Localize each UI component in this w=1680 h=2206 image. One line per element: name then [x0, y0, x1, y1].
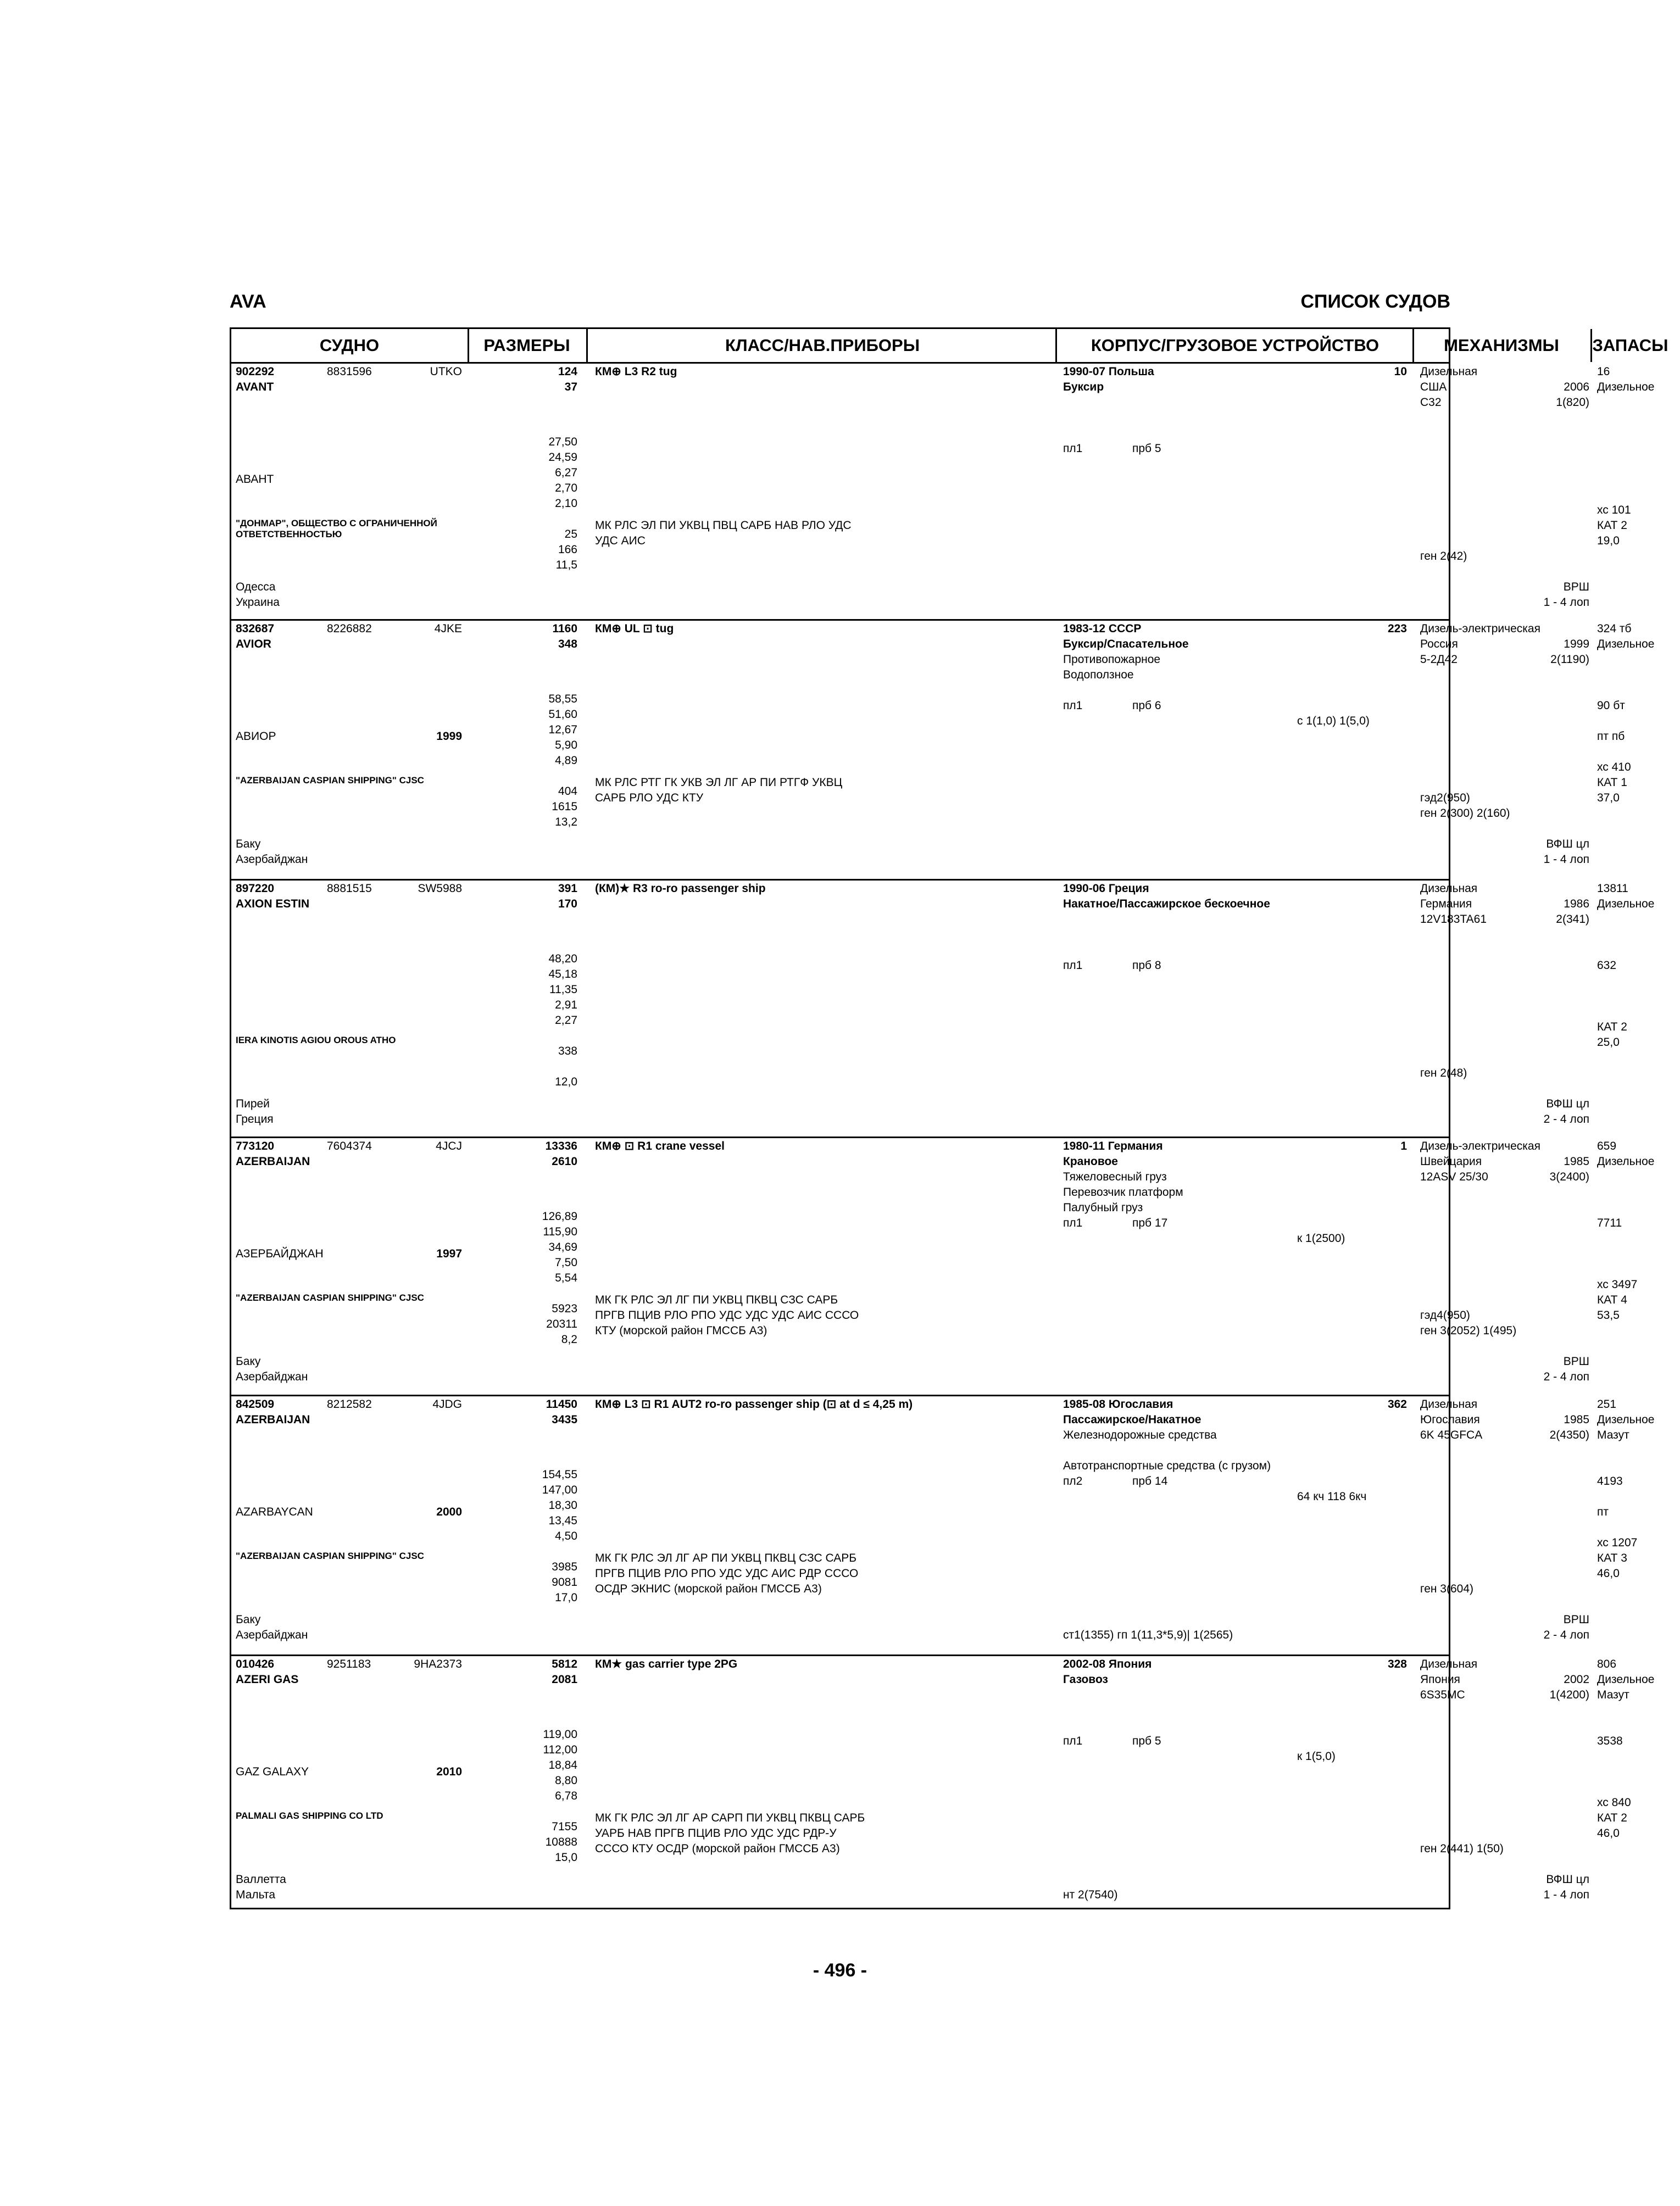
hull-type: Буксир/Спасательное [1063, 638, 1189, 650]
dimension-value: 5,90 [555, 739, 577, 751]
reg-number: 010426 [236, 1658, 275, 1670]
call-sign: SW5988 [418, 882, 462, 895]
propeller-info: ВФШ цл [1546, 1098, 1589, 1110]
page-number: - 496 - [813, 1960, 867, 1981]
col-header-dimensions: РАЗМЕРЫ [483, 336, 570, 355]
engine-year: 2002 [1564, 1673, 1589, 1686]
dimension-value: 4,50 [555, 1530, 577, 1542]
supply-volume: 3538 [1597, 1735, 1623, 1747]
dimension-value: 45,18 [548, 968, 577, 981]
engine-year: 1985 [1564, 1413, 1589, 1426]
engine-info: 5-2Д42 [1420, 653, 1458, 666]
hull-build: 1983-12 СССР [1063, 622, 1142, 635]
net-tonnage: 170 [558, 898, 577, 910]
capacity-value: 20311 [546, 1318, 577, 1330]
supply-info: Дизельное [1597, 1155, 1655, 1168]
dimension-value: 147,00 [542, 1484, 577, 1496]
engine-info: 12V183TA61 [1420, 913, 1487, 926]
dimension-value: 12,67 [548, 723, 577, 736]
class-notation: КМ★ gas carrier type 2PG [595, 1658, 738, 1670]
propeller-info: ВРШ [1563, 1355, 1589, 1368]
dimension-value: 6,78 [555, 1790, 577, 1802]
dimension-value: 2,27 [555, 1014, 577, 1027]
dimension-value: 126,89 [542, 1210, 577, 1223]
hull-type: Палубный груз [1063, 1201, 1143, 1214]
engine-info: 12ASV 25/30 [1420, 1171, 1488, 1183]
net-tonnage: 2081 [552, 1673, 577, 1686]
deck-info: пл1 [1063, 699, 1083, 712]
supply-info: 659 [1597, 1140, 1617, 1152]
class-notation: КМ⊕ ⊡ R1 crane vessel [595, 1140, 725, 1152]
generator-info: ген 2(42) [1420, 550, 1467, 562]
engine-info: Россия [1420, 638, 1458, 650]
record-divider [231, 1137, 1449, 1138]
generator-info: ген 3(604) [1420, 1583, 1474, 1595]
deck-info: пл1 [1063, 1735, 1083, 1747]
dimension-value: 2,91 [555, 999, 577, 1011]
propeller-blades: 2 - 4 лоп [1543, 1629, 1589, 1641]
generator-el: гэд2(950) [1420, 792, 1470, 804]
call-sign: 4JKE [434, 622, 462, 635]
engine-info: Дизельная [1420, 882, 1478, 895]
dimension-value: 112,00 [543, 1743, 577, 1756]
engine-info: Дизель-электрическая [1420, 622, 1540, 635]
engine-info: Германия [1420, 898, 1472, 910]
vessel-name: AZERBAIJAN [236, 1155, 310, 1168]
reg-number: 832687 [236, 622, 275, 635]
deck-info-2: прб 5 [1132, 442, 1161, 455]
supply-info: 16 [1597, 365, 1610, 378]
supply-type: пт пб [1597, 730, 1625, 743]
header-right: СПИСОК СУДОВ [1300, 291, 1450, 312]
hull-type: Крановое [1063, 1155, 1118, 1168]
dimension-value: 154,55 [542, 1468, 577, 1481]
imo-number: 9251183 [327, 1658, 371, 1670]
engine-info: Дизельная [1420, 1398, 1478, 1411]
supply-info: 13811 [1597, 882, 1628, 895]
vessel-name: AXION ESTIN [236, 898, 310, 910]
hull-number: 223 [1387, 622, 1407, 635]
ship-register-table [230, 327, 1668, 1909]
generator-info: ген 2(300) 2(160) [1420, 807, 1510, 820]
flag-country: Азербайджан [236, 1371, 308, 1383]
dimension-value: 13,45 [548, 1514, 577, 1527]
engine-year: 1985 [1564, 1155, 1589, 1168]
supply-info: Дизельное [1597, 638, 1655, 650]
vessel-alt-name: AZARBAYCAN [236, 1506, 313, 1518]
class-notation: КМ⊕ L3 R2 tug [595, 365, 677, 378]
class-notation: (КМ)★ R3 ro-ro passenger ship [595, 882, 766, 895]
hull-extra: ст1(1355) гп 1(11,3*5,9)| 1(2565) [1063, 1629, 1233, 1641]
dimension-value: 6,27 [555, 466, 577, 479]
engine-power: 2(341) [1556, 913, 1589, 926]
record-divider [231, 619, 1449, 621]
col-divider [586, 329, 588, 362]
flag-country: Мальта [236, 1889, 276, 1901]
hull-type: Пассажирское/Накатное [1063, 1413, 1201, 1426]
home-port: Пирей [236, 1098, 270, 1110]
reg-number: 773120 [236, 1140, 275, 1152]
call-sign: 4JCJ [436, 1140, 462, 1152]
engine-power: 3(2400) [1549, 1171, 1589, 1183]
capacity-value: 8,2 [561, 1333, 577, 1346]
hull-type: Автотранспортные средства (с грузом) [1063, 1459, 1271, 1472]
crane-info: к 1(2500) [1297, 1232, 1345, 1245]
engine-info: 6K 45GFCA [1420, 1429, 1483, 1441]
engine-info: C32 [1420, 396, 1442, 409]
engine-info: США [1420, 381, 1447, 393]
supply-volume: 632 [1597, 959, 1617, 972]
supply-volume: 7711 [1597, 1217, 1622, 1229]
home-port: Баку [236, 1355, 261, 1368]
dimension-value: 11,35 [549, 983, 577, 996]
header-divider [231, 362, 1449, 364]
vessel-name: AZERBAIJAN [236, 1413, 310, 1426]
col-divider [1055, 329, 1057, 362]
owner-name: "ДОНМАР", ОБЩЕСТВО С ОГРАНИЧЕННОЙ ОТВЕТСТВЕННОСТЬЮ [236, 518, 437, 539]
call-sign: UTKO [430, 365, 462, 378]
dimension-value: 2,10 [555, 497, 577, 510]
dimension-value: 7,50 [555, 1256, 577, 1269]
vessel-alt-year: 2010 [436, 1765, 462, 1778]
hull-type: Тяжеловесный груз [1063, 1171, 1167, 1183]
hull-type: Водоползное [1063, 669, 1134, 681]
crane-info: к 1(5,0) [1297, 1750, 1336, 1763]
supply-class: 37,0 [1597, 792, 1620, 804]
deck-info-2: прб 17 [1132, 1217, 1168, 1229]
vessel-alt-name: GAZ GALAXY [236, 1765, 309, 1778]
supply-info: Дизельное [1597, 1413, 1655, 1426]
vessel-alt-name: АВИОР [236, 730, 276, 743]
supply-class: 53,5 [1597, 1309, 1620, 1322]
propeller-info: ВРШ [1563, 1613, 1589, 1626]
supply-info: Дизельное [1597, 381, 1655, 393]
dimension-value: 51,60 [548, 708, 577, 721]
vessel-name: AZERI GAS [236, 1673, 299, 1686]
home-port: Баку [236, 838, 261, 850]
dimension-value: 58,55 [548, 693, 577, 705]
deck-info: пл1 [1063, 959, 1083, 972]
col-header-supplies: ЗАПАСЫ [1592, 336, 1668, 355]
dimension-value: 2,70 [555, 482, 577, 494]
gross-tonnage: 5812 [552, 1658, 577, 1670]
hull-extra: нт 2(7540) [1063, 1889, 1118, 1901]
supply-class: 19,0 [1597, 534, 1620, 547]
flag-country: Азербайджан [236, 853, 308, 866]
deck-info-2: прб 14 [1132, 1475, 1168, 1488]
engine-power: 1(820) [1556, 396, 1589, 409]
supply-info: 251 [1597, 1398, 1617, 1411]
nav-equipment: МК РЛС ЭЛ ПИ УКВЦ ПВЦ САРБ НАВ РЛО УДС УДС АИС [595, 519, 852, 547]
engine-year: 1999 [1564, 638, 1589, 650]
dimension-value: 18,84 [548, 1759, 577, 1772]
supply-type: пт [1597, 1506, 1609, 1518]
hull-number: 1 [1400, 1140, 1407, 1152]
supply-info: Мазут [1597, 1429, 1629, 1441]
flag-country: Азербайджан [236, 1629, 308, 1641]
engine-power: 2(4350) [1549, 1429, 1589, 1441]
owner-name: "AZERBAIJAN CASPIAN SHIPPING" CJSC [236, 1551, 424, 1561]
record-divider [231, 1395, 1449, 1396]
col-divider [1590, 329, 1592, 362]
record-divider [231, 879, 1449, 881]
capacity-value: 166 [558, 543, 577, 556]
dimension-value: 115,90 [543, 1225, 577, 1238]
call-sign: 4JDG [432, 1398, 462, 1411]
dimension-value: 18,30 [548, 1499, 577, 1512]
net-tonnage: 3435 [552, 1413, 577, 1426]
hull-build: 1990-07 Польша [1063, 365, 1154, 378]
net-tonnage: 37 [564, 381, 577, 393]
supply-class: КАТ 2 [1597, 1812, 1627, 1824]
capacity-value: 3985 [552, 1561, 577, 1573]
supply-class: КАТ 3 [1597, 1552, 1627, 1564]
nav-equipment: МК ГК РЛС ЭЛ ЛГ ПИ УКВЦ ПКВЦ СЗС САРБ ПРГВ ПЦИВ РЛО РПО УДС УДС УДС АИС СССО КТУ (морской район ГМССБ А3) [595, 1294, 859, 1337]
hull-type: Железнодорожные средства [1063, 1429, 1217, 1441]
deck-info: пл1 [1063, 1217, 1083, 1229]
col-divider [1412, 329, 1414, 362]
engine-power: 1(4200) [1549, 1689, 1589, 1701]
gross-tonnage: 124 [558, 365, 577, 378]
vessel-alt-name: АВАНТ [236, 473, 274, 486]
nav-equipment: МК ГК РЛС ЭЛ ЛГ АР САРП ПИ УКВЦ ПКВЦ САРБ УАРБ НАВ ПРГВ ПЦИВ РЛО УДС УДС РДР-У СССО КТУ ОСДР (морской район ГМССБ А3) [595, 1812, 865, 1855]
capacity-value: 9081 [552, 1576, 577, 1589]
hull-number: 10 [1394, 365, 1407, 378]
engine-info: Дизельная [1420, 1658, 1478, 1670]
engine-power: 2(1190) [1550, 653, 1589, 666]
hull-build: 1980-11 Германия [1063, 1140, 1163, 1152]
supply-class: КАТ 2 [1597, 519, 1627, 532]
call-sign: 9HA2373 [414, 1658, 462, 1670]
capacity-value: 338 [558, 1045, 577, 1057]
col-header-hull: КОРПУС/ГРУЗОВОЕ УСТРОЙСТВО [1091, 336, 1379, 355]
capacity-value: 404 [558, 785, 577, 798]
col-header-machinery: МЕХАНИЗМЫ [1444, 336, 1559, 355]
dimension-value: 48,20 [548, 952, 577, 965]
generator-info: ген 3(2052) 1(495) [1420, 1324, 1517, 1337]
propeller-info: ВФШ цл [1546, 1873, 1589, 1886]
supply-class: хс 3497 [1597, 1278, 1638, 1291]
hull-type: Буксир [1063, 381, 1104, 393]
gross-tonnage: 1160 [552, 622, 577, 635]
hull-type: Противопожарное [1063, 653, 1161, 666]
capacity-value: 10888 [545, 1836, 577, 1848]
capacity-value: 1615 [552, 800, 577, 813]
supply-info: 806 [1597, 1658, 1617, 1670]
owner-name: PALMALI GAS SHIPPING CO LTD [236, 1811, 383, 1821]
deck-info-2: прб 5 [1132, 1735, 1161, 1747]
home-port: Баку [236, 1613, 261, 1626]
vessel-name: AVIOR [236, 638, 271, 650]
engine-info: Дизель-электрическая [1420, 1140, 1540, 1152]
capacity-value: 5923 [552, 1302, 577, 1315]
vessel-alt-name: АЗЕРБАЙДЖАН [236, 1247, 324, 1260]
imo-number: 8226882 [327, 622, 372, 635]
col-header-vessel: СУДНО [319, 336, 380, 355]
vessel-alt-year: 1999 [436, 730, 462, 743]
net-tonnage: 348 [558, 638, 577, 650]
nav-equipment: МК РЛС РТГ ГК УКВ ЭЛ ЛГ АР ПИ РТГФ УКВЦ САРБ РЛО УДС КТУ [595, 776, 843, 804]
deck-info-2: прб 8 [1132, 959, 1161, 972]
flag-country: Греция [236, 1113, 274, 1126]
record-divider [231, 1654, 1449, 1656]
supply-info: Мазут [1597, 1689, 1629, 1701]
crane-info: с 1(1,0) 1(5,0) [1297, 715, 1370, 727]
propeller-blades: 2 - 4 лоп [1543, 1371, 1589, 1383]
supply-info: Дизельное [1597, 898, 1655, 910]
propeller-blades: 1 - 4 лоп [1543, 1889, 1589, 1901]
capacity-value: 25 [564, 528, 577, 541]
deck-info-2: прб 6 [1132, 699, 1161, 712]
propeller-blades: 1 - 4 лоп [1543, 853, 1589, 866]
dimension-value: 24,59 [548, 451, 577, 464]
reg-number: 842509 [236, 1398, 275, 1411]
imo-number: 7604374 [327, 1140, 372, 1152]
dimension-value: 119,00 [543, 1728, 577, 1741]
supply-info: 324 тб [1597, 622, 1632, 635]
generator-el: гэд4(950) [1420, 1309, 1470, 1322]
net-tonnage: 2610 [552, 1155, 577, 1168]
supply-volume: 90 бт [1597, 699, 1625, 712]
hull-type: Перевозчик платформ [1063, 1186, 1183, 1199]
header-left: AVA [230, 291, 266, 312]
propeller-blades: 2 - 4 лоп [1543, 1113, 1589, 1126]
hull-type: Накатное/Пассажирское бескоечное [1063, 898, 1270, 910]
reg-number: 897220 [236, 882, 275, 895]
hull-type: Газовоз [1063, 1673, 1108, 1686]
imo-number: 8881515 [327, 882, 372, 895]
dimension-value: 8,80 [555, 1774, 577, 1787]
supply-class: 46,0 [1597, 1827, 1620, 1840]
capacity-value: 15,0 [555, 1851, 577, 1864]
generator-info: ген 2(48) [1420, 1067, 1467, 1079]
propeller-blades: 1 - 4 лоп [1543, 596, 1589, 609]
imo-number: 8831596 [327, 365, 372, 378]
deck-info: пл1 [1063, 442, 1083, 455]
vessel-alt-year: 1997 [436, 1247, 462, 1260]
dimension-value: 4,89 [555, 754, 577, 767]
hull-build: 1990-06 Греция [1063, 882, 1149, 895]
class-notation: КМ⊕ L3 ⊡ R1 AUT2 ro-ro passenger ship (⊡ at d ≤ 4,25 m) [595, 1398, 913, 1411]
engine-info: Япония [1420, 1673, 1460, 1686]
engine-year: 1986 [1564, 898, 1589, 910]
supply-class: 25,0 [1597, 1036, 1620, 1049]
hull-number: 362 [1387, 1398, 1407, 1411]
col-header-class: КЛАСС/НАВ.ПРИБОРЫ [725, 336, 920, 355]
capacity-value: 17,0 [555, 1591, 577, 1604]
supply-class: хс 840 [1597, 1796, 1631, 1809]
dimension-value: 5,54 [555, 1272, 577, 1284]
col-divider [468, 329, 469, 362]
hull-build: 2002-08 Япония [1063, 1658, 1152, 1670]
supply-info: Дизельное [1597, 1673, 1655, 1686]
engine-info: Югославия [1420, 1413, 1480, 1426]
capacity-value: 11,5 [555, 559, 577, 571]
vessel-alt-year: 2000 [436, 1506, 462, 1518]
capacity-value: 13,2 [555, 816, 577, 828]
gross-tonnage: 13336 [545, 1140, 577, 1152]
engine-year: 2006 [1564, 381, 1589, 393]
imo-number: 8212582 [327, 1398, 372, 1411]
engine-info: Швейцария [1420, 1155, 1482, 1168]
hull-number: 328 [1387, 1658, 1407, 1670]
dimension-value: 34,69 [548, 1241, 577, 1254]
propeller-info: ВРШ [1563, 581, 1589, 593]
flag-country: Украина [236, 596, 280, 609]
gross-tonnage: 11450 [546, 1398, 577, 1411]
supply-class: хс 410 [1597, 761, 1631, 773]
supply-class: 46,0 [1597, 1567, 1620, 1580]
reg-number: 902292 [236, 365, 275, 378]
generator-info: ген 2(441) 1(50) [1420, 1842, 1504, 1855]
home-port: Валлетта [236, 1873, 286, 1886]
propeller-info: ВФШ цл [1546, 838, 1589, 850]
engine-info: 6S35MC [1420, 1689, 1465, 1701]
nav-equipment: МК ГК РЛС ЭЛ ЛГ АР ПИ УКВЦ ПКВЦ СЗС САРБ ПРГВ ПЦИВ РЛО РПО УДС УДС АИС РДР СССО ОСДР ЭКНИС (морской район ГМССБ А3) [595, 1552, 859, 1595]
hull-build: 1985-08 Югославия [1063, 1398, 1173, 1411]
supply-class: КАТ 1 [1597, 776, 1627, 789]
engine-info: Дизельная [1420, 365, 1478, 378]
home-port: Одесса [236, 581, 276, 593]
capacity-value: 7155 [552, 1820, 577, 1833]
gross-tonnage: 391 [558, 882, 577, 895]
dimension-value: 27,50 [548, 436, 577, 448]
supply-class: хс 101 [1597, 504, 1631, 516]
crane-info: 64 кч 118 6кч [1297, 1490, 1367, 1503]
vessel-name: AVANT [236, 381, 274, 393]
owner-name: IERA KINOTIS AGIOU OROUS ATHO [236, 1035, 396, 1045]
supply-class: КАТ 4 [1597, 1294, 1627, 1306]
supply-class: хс 1207 [1597, 1536, 1638, 1549]
deck-info: пл2 [1063, 1475, 1083, 1488]
owner-name: "AZERBAIJAN CASPIAN SHIPPING" CJSC [236, 1293, 424, 1303]
owner-name: "AZERBAIJAN CASPIAN SHIPPING" CJSC [236, 775, 424, 786]
class-notation: КМ⊕ UL ⊡ tug [595, 622, 674, 635]
capacity-value: 12,0 [555, 1076, 577, 1088]
supply-volume: 4193 [1597, 1475, 1623, 1488]
supply-class: КАТ 2 [1597, 1021, 1627, 1033]
